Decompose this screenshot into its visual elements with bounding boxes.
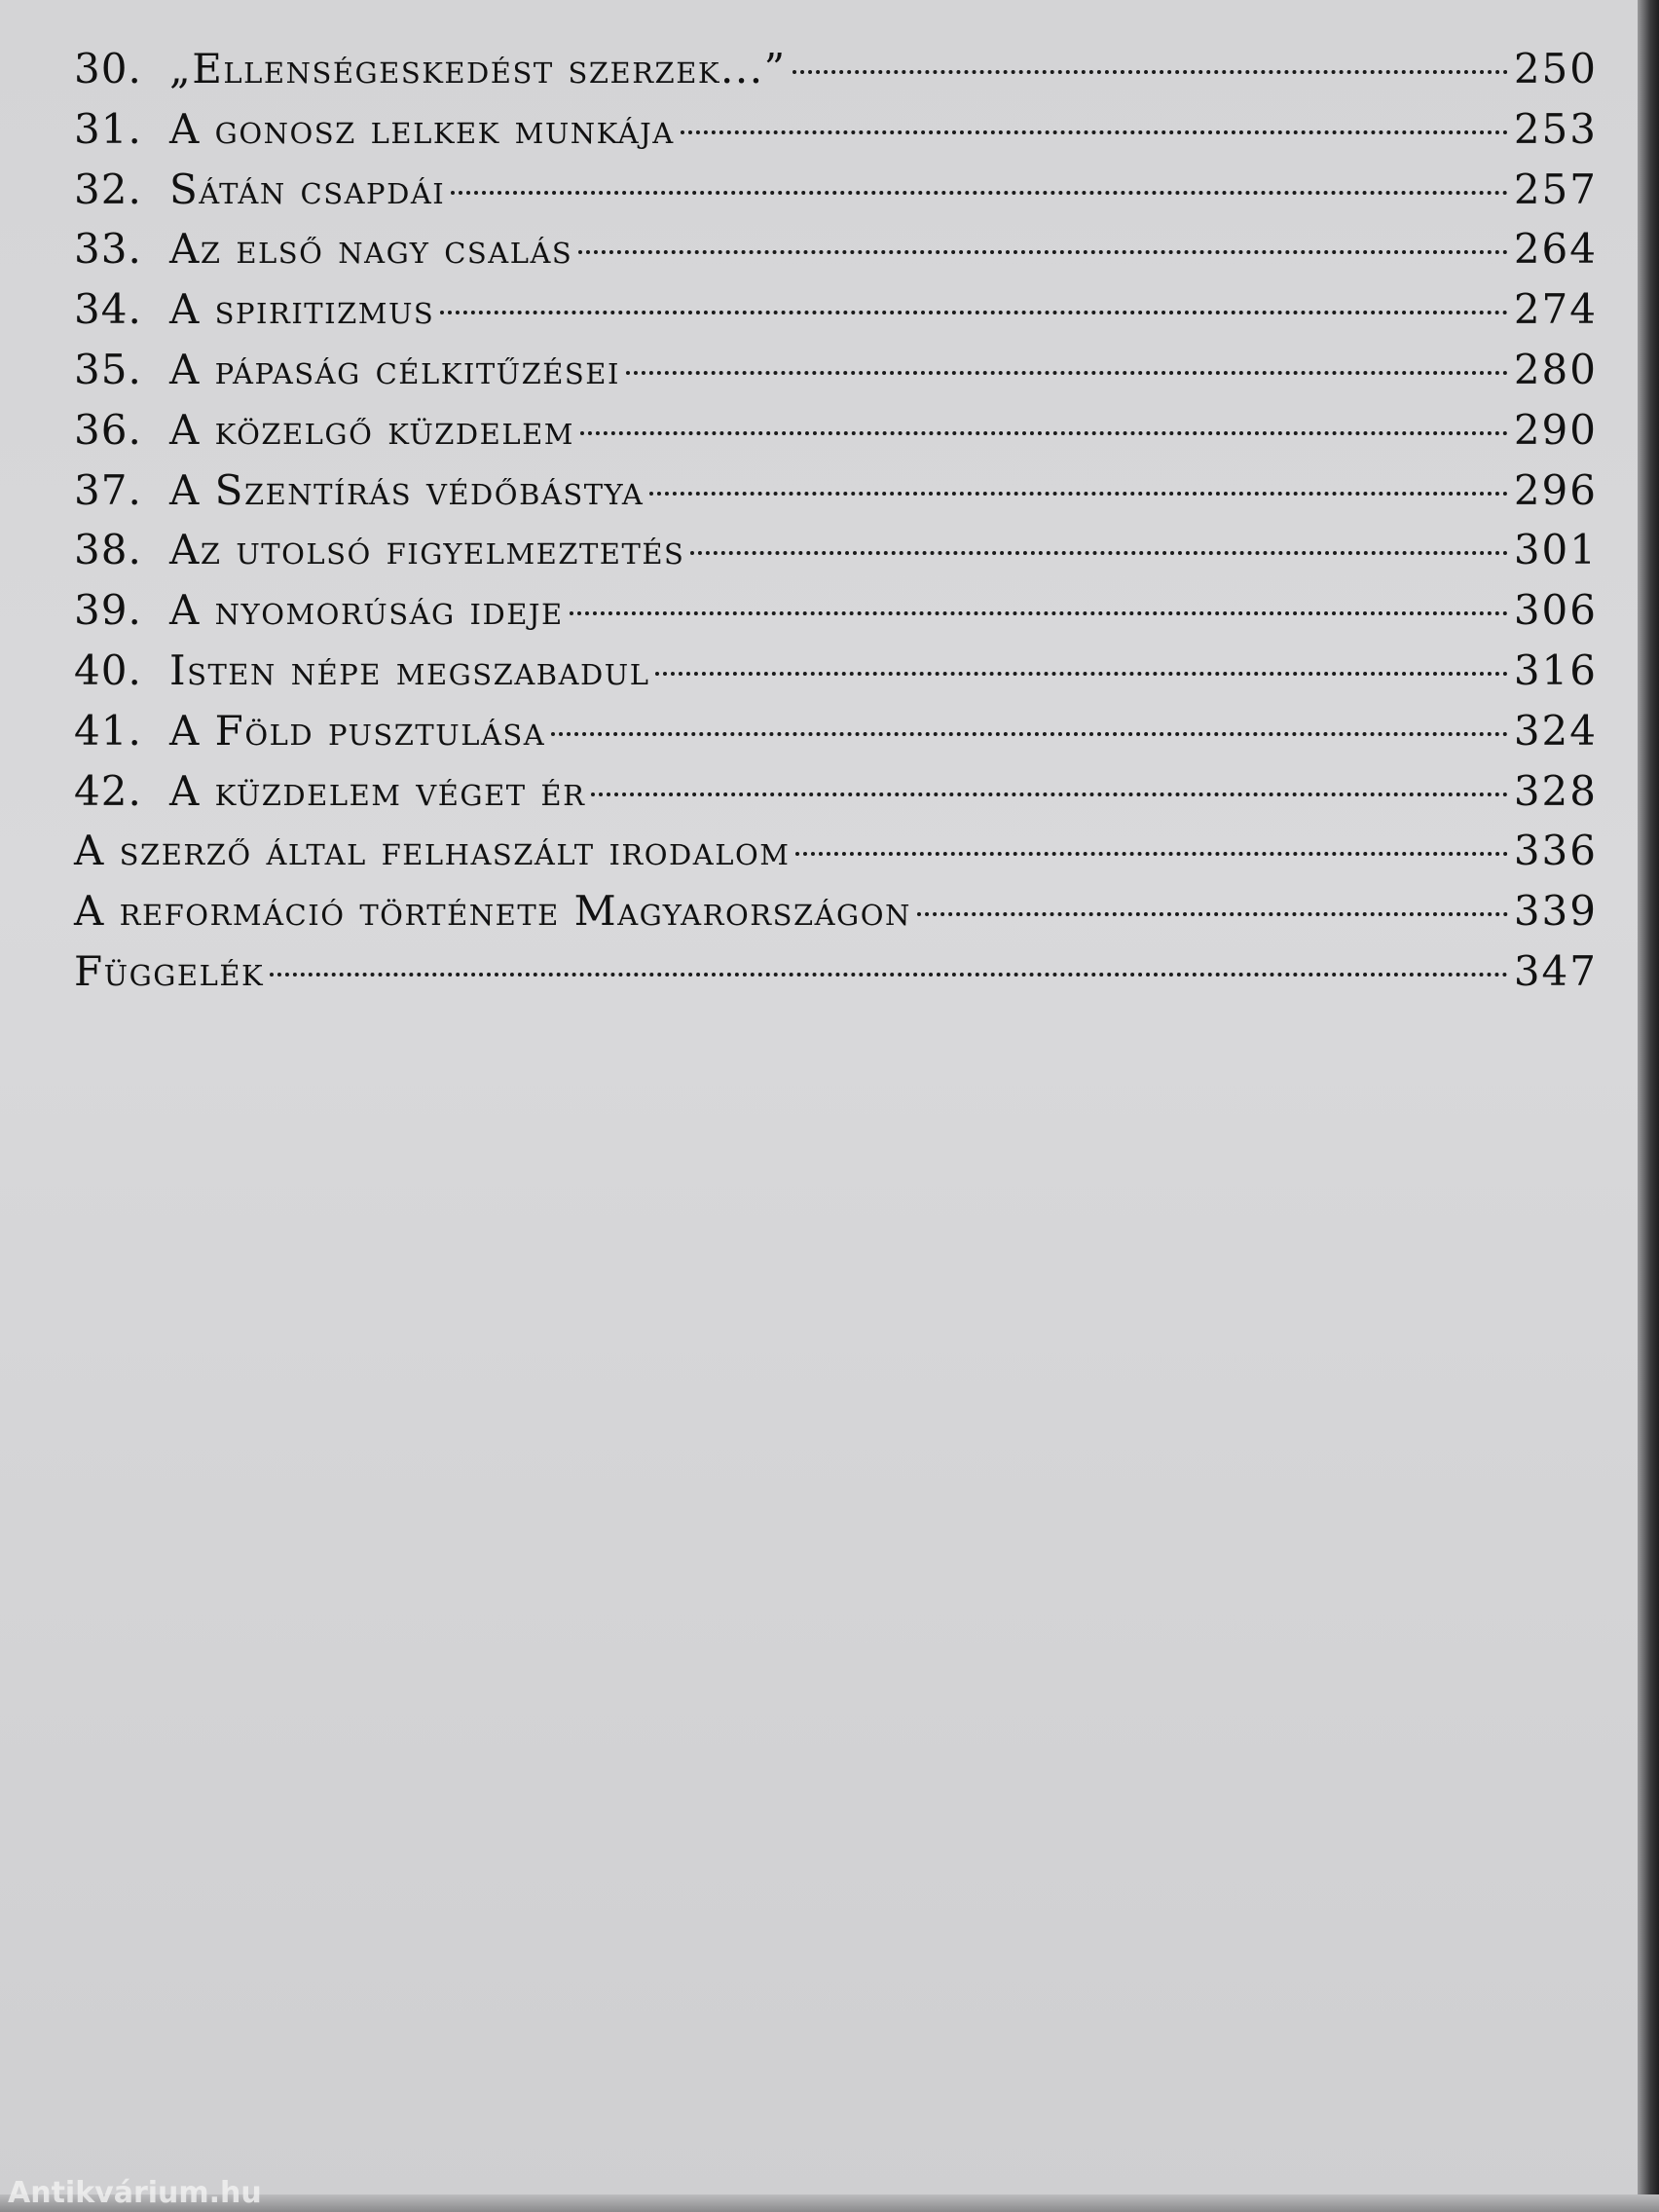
dot-leader bbox=[570, 611, 1508, 615]
toc-entry bbox=[74, 340, 1598, 400]
dot-leader bbox=[591, 793, 1507, 796]
toc-entry-title: A szerző által felhaszált irodalom bbox=[74, 827, 791, 875]
toc-entry bbox=[74, 39, 1598, 99]
toc-entry-title: Függelék bbox=[74, 946, 265, 995]
toc-entry-page: 264 bbox=[1513, 225, 1598, 274]
toc-entry-title: A spiritizmus bbox=[169, 285, 435, 334]
toc-entry bbox=[74, 520, 1598, 580]
toc-entry-number: 42. bbox=[74, 766, 142, 815]
toc-entry-page: 250 bbox=[1513, 45, 1598, 92]
toc-entry-page: 296 bbox=[1513, 465, 1598, 514]
toc-entry bbox=[74, 99, 1598, 160]
toc-entry-title: A nyomorúság ideje bbox=[169, 586, 564, 635]
dot-leader bbox=[270, 973, 1508, 977]
dot-leader bbox=[578, 250, 1508, 254]
toc-entry bbox=[74, 701, 1598, 761]
toc-entry-title: A Szentírás védőbástya bbox=[169, 465, 645, 514]
toc-entry-title: A reformáció története Magyarországon bbox=[74, 887, 911, 936]
dot-leader bbox=[649, 492, 1507, 496]
toc-entry-page: 257 bbox=[1513, 165, 1598, 213]
dot-leader bbox=[580, 431, 1508, 435]
toc-entry bbox=[74, 219, 1598, 279]
dot-leader bbox=[655, 672, 1507, 676]
page-edge-shadow bbox=[1638, 0, 1659, 2212]
toc-entry-title: Az utolsó figyelmeztetés bbox=[169, 526, 685, 574]
dot-leader bbox=[793, 70, 1508, 74]
toc-entry-page: 316 bbox=[1513, 645, 1598, 694]
dot-leader bbox=[795, 852, 1507, 856]
dot-leader bbox=[551, 732, 1508, 736]
watermark: Antikvárium.hu bbox=[8, 2176, 262, 2210]
toc-entry-title: A gonosz lelkek munkája bbox=[169, 104, 675, 153]
dot-leader bbox=[681, 130, 1508, 134]
toc-entry bbox=[74, 580, 1598, 641]
toc-entry-page: 328 bbox=[1513, 766, 1598, 815]
toc-entry-title: A közelgő küzdelem bbox=[169, 405, 574, 454]
toc-entry-page: 306 bbox=[1513, 586, 1598, 635]
toc-entry bbox=[74, 881, 1598, 941]
toc-entry-number: 41. bbox=[74, 706, 142, 755]
toc-entry-title: „Ellenségeskedést szerzek...” bbox=[169, 45, 787, 92]
toc-entry-number: 33. bbox=[74, 225, 142, 274]
toc-entry-page: 290 bbox=[1513, 405, 1598, 454]
toc-entry-number: 40. bbox=[74, 645, 142, 694]
toc-entry-title: Az első nagy csalás bbox=[169, 225, 573, 274]
toc-entry-page: 339 bbox=[1513, 887, 1598, 936]
toc-entry-page: 280 bbox=[1513, 345, 1598, 393]
toc-entry-page: 336 bbox=[1513, 827, 1598, 875]
toc-entry bbox=[74, 941, 1598, 1002]
toc-entry bbox=[74, 279, 1598, 340]
dot-leader bbox=[451, 191, 1508, 195]
dot-leader bbox=[917, 912, 1508, 916]
toc-entry-title: Isten népe megszabadul bbox=[169, 645, 650, 694]
toc-entry-number: 32. bbox=[74, 165, 142, 213]
toc-entry-title: A Föld pusztulása bbox=[169, 706, 546, 755]
toc-entry-page: 324 bbox=[1513, 706, 1598, 755]
toc-entry-number: 35. bbox=[74, 345, 142, 393]
toc-entry bbox=[74, 461, 1598, 521]
dot-leader bbox=[440, 311, 1508, 314]
toc-entry-number: 36. bbox=[74, 405, 142, 454]
toc-entry-page: 253 bbox=[1513, 104, 1598, 153]
toc-entry-title: Sátán csapdái bbox=[169, 165, 446, 213]
toc-entry-number: 39. bbox=[74, 586, 142, 635]
dot-leader bbox=[626, 371, 1508, 375]
toc-entry-number: 38. bbox=[74, 526, 142, 574]
toc-entry-number: 31. bbox=[74, 104, 142, 153]
dot-leader bbox=[690, 551, 1507, 555]
toc-entry bbox=[74, 160, 1598, 220]
toc-entry bbox=[74, 821, 1598, 881]
toc-entry-title: A küzdelem véget ér bbox=[169, 766, 586, 815]
toc-entry-number: 37. bbox=[74, 465, 142, 514]
toc-entry-page: 347 bbox=[1513, 946, 1598, 995]
table-of-contents bbox=[74, 39, 1598, 1002]
toc-entry bbox=[74, 761, 1598, 822]
toc-entry-page: 301 bbox=[1513, 526, 1598, 574]
toc-entry bbox=[74, 400, 1598, 461]
toc-entry bbox=[74, 641, 1598, 701]
toc-entry-title: A pápaság célkitűzései bbox=[169, 345, 620, 393]
toc-entry-number: 30. bbox=[74, 45, 142, 92]
toc-entry-number: 34. bbox=[74, 285, 142, 334]
toc-entry-page: 274 bbox=[1513, 285, 1598, 334]
